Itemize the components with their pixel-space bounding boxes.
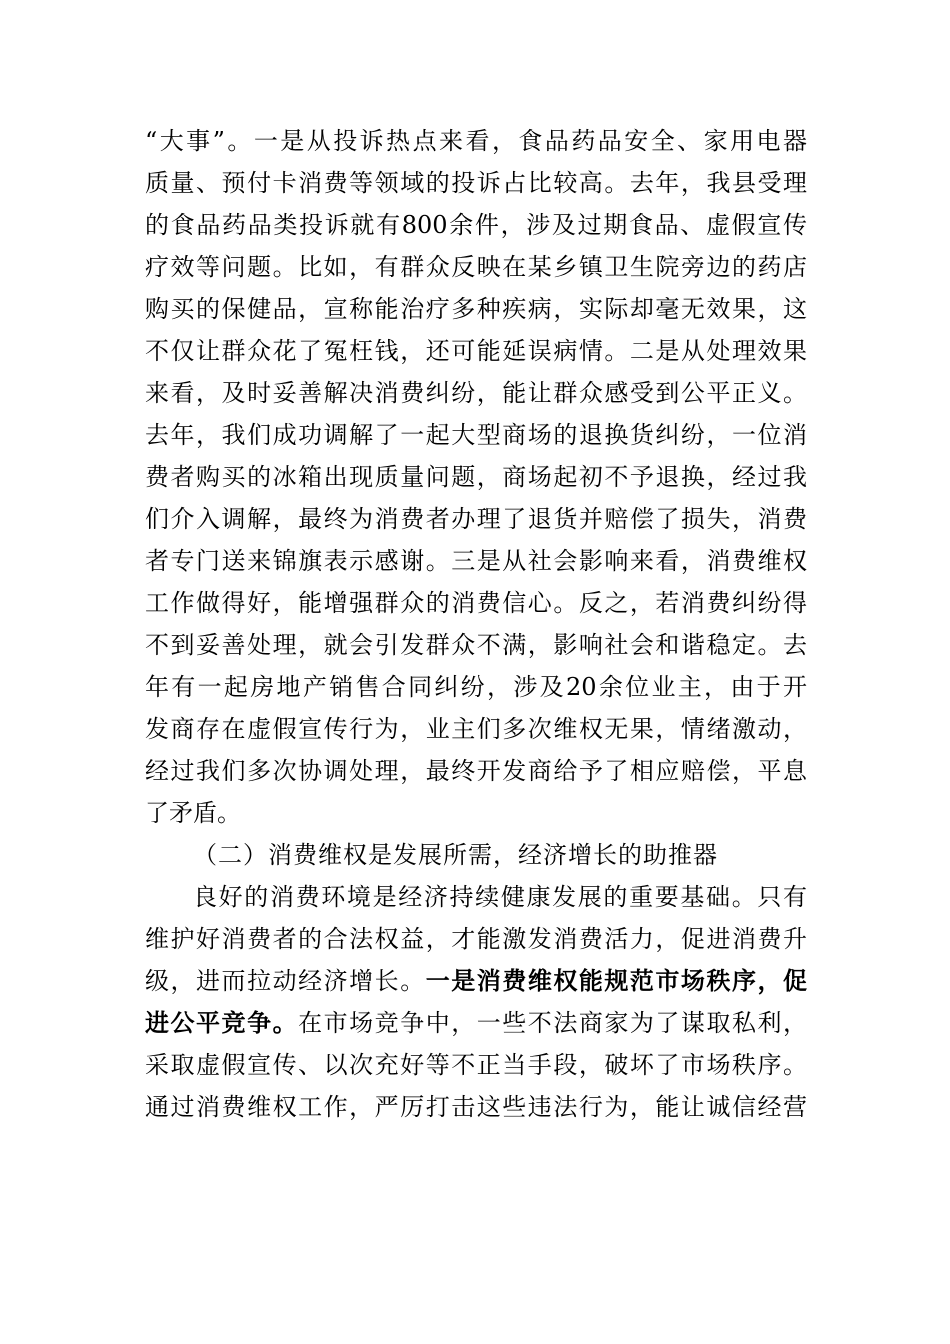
- text-line: 了矛盾。: [145, 799, 241, 827]
- text-line: [145, 960, 807, 1002]
- text-line: 不仅让群众花了冤枉钱，还可能延误病情。二是从处理效果: [145, 337, 807, 365]
- section-heading-text: （二）消费维权是发展所需，经济增长的助推器: [193, 841, 718, 869]
- text-line: 维护好消费者的合法权益，才能激发消费活力，促进消费升: [145, 925, 807, 953]
- text-line: 不到妥善处理，就会引发群众不满，影响社会和谐稳定。去: [145, 631, 807, 659]
- text-line: 工作做得好，能增强群众的消费信心。反之，若消费纠纷得: [145, 589, 807, 617]
- text-line: 的食品药品类投诉就有800余件，涉及过期食品、虚假宣传: [145, 211, 807, 239]
- text-line: 发商存在虚假宣传行为，业主们多次维权无果，情绪激动，: [145, 715, 807, 743]
- text-line: “大事”。一是从投诉热点来看，食品药品安全、家用电器: [145, 127, 807, 155]
- text-line: 质量、预付卡消费等领域的投诉占比较高。去年，我县受理: [145, 169, 807, 197]
- text-line: 者专门送来锦旗表示感谢。三是从社会影响来看，消费维权: [145, 547, 807, 575]
- text-line: 经过我们多次协调处理，最终开发商给予了相应赔偿，平息: [145, 757, 807, 785]
- text-line: 采取虚假宣传、以次充好等不正当手段，破坏了市场秩序。: [145, 1051, 807, 1079]
- text-line: [145, 1002, 807, 1044]
- document-body: [145, 120, 807, 1128]
- text-line: 良好的消费环境是经济持续健康发展的重要基础。只有: [193, 883, 807, 911]
- text-span: 在市场竞争中，一些不法商家为了谋取私利，: [298, 1009, 808, 1037]
- text-line: 们介入调解，最终为消费者办理了退货并赔偿了损失，消费: [145, 505, 807, 533]
- text-line: 购买的保健品，宣称能治疗多种疾病，实际却毫无效果，这: [145, 295, 807, 323]
- bold-text-span: 一是消费维权能规范市场秩序，促: [425, 966, 808, 995]
- text-line: 来看，及时妥善解决消费纠纷，能让群众感受到公平正义。: [145, 379, 807, 407]
- text-span: 级，进而拉动经济增长。: [145, 967, 426, 995]
- text-line: 通过消费维权工作，严厉打击这些违法行为，能让诚信经营: [145, 1093, 807, 1121]
- text-line: 年有一起房地产销售合同纠纷，涉及20余位业主，由于开: [145, 673, 807, 701]
- bold-text-span: 进公平竞争。: [145, 1008, 299, 1037]
- text-line: 去年，我们成功调解了一起大型商场的退换货纠纷，一位消: [145, 421, 807, 449]
- text-line: 费者购买的冰箱出现质量问题，商场起初不予退换，经过我: [145, 463, 807, 491]
- text-line: 疗效等问题。比如，有群众反映在某乡镇卫生院旁边的药店: [145, 253, 807, 281]
- section-heading: [145, 834, 807, 876]
